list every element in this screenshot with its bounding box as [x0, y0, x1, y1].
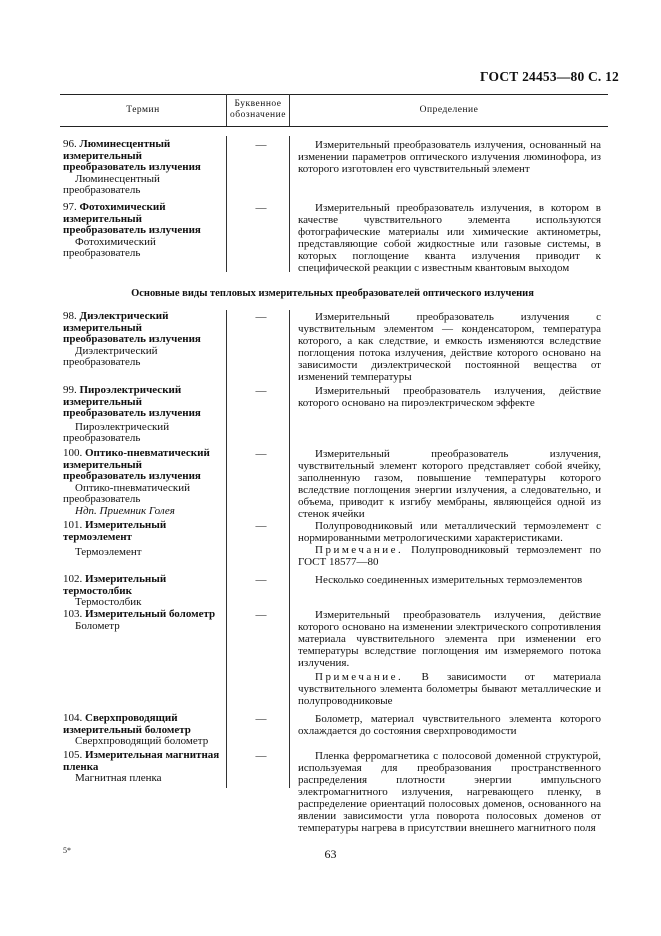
- letter-98: —: [255, 311, 267, 323]
- definition-104: [298, 713, 601, 737]
- term-96: [63, 139, 225, 197]
- term-title: Диэлектрический измерительный преобразователь излучения: [63, 310, 201, 346]
- page-number: 63: [324, 847, 337, 861]
- letter-96: —: [255, 139, 267, 151]
- definition-98: [298, 311, 601, 383]
- term-number: 100.: [63, 447, 83, 459]
- term-number: 103.: [63, 608, 83, 620]
- term-title: Пироэлектрический измерительный преобразователь излучения: [63, 384, 201, 420]
- term-97: [63, 202, 225, 260]
- term-number: 102.: [63, 573, 83, 585]
- term-title: Измерительная магнитная пленка: [63, 749, 220, 773]
- term-title: Измерительный термостолбик: [63, 573, 167, 597]
- term-deprecated: Ндп. Приемник Голея: [75, 504, 175, 517]
- body-divider-2b: [289, 310, 290, 788]
- term-number: 96.: [63, 138, 77, 150]
- term-title: Измерительный болометр: [85, 608, 216, 620]
- letter-100: —: [255, 448, 267, 460]
- term-short: Диэлектрический преобразователь: [63, 344, 158, 369]
- section-title: Основные виды тепловых измерительных преобразователей оптического излучения: [131, 288, 534, 299]
- definition-text: Измерительный преобразователь излучения, в котором в качестве чувствительного элемента используются фотографические материалы или химические актинометры, представляющие собой жидкостные или газовые системы, в которых поглощение кванта излучения приводит к специфической реакции с известным квантовым выходом: [298, 202, 601, 274]
- definition-text: Измерительный преобразователь излучения, действие которого основано на изменении электрического сопротивления материала чувствительного элемента при изменении его температуры вследствие поглощения им измеряемого потока излучения.: [298, 609, 601, 669]
- term-104: [63, 713, 225, 748]
- definition-99: [298, 385, 601, 409]
- term-title: Фотохимический измерительный преобразователь излучения: [63, 201, 201, 237]
- note-label: Примечание.: [315, 671, 404, 683]
- note-text: Полупроводниковый термоэлемент по ГОСТ 18577—80: [298, 544, 601, 568]
- term-short: Люминесцентный преобразователь: [63, 172, 160, 197]
- table-head-rule: [60, 126, 608, 127]
- letter-105: —: [255, 750, 267, 762]
- term-105: [63, 750, 225, 785]
- definition-text: Измерительный преобразователь излучения, чувствительный элемент которого представляет собой ячейку, заполненную газом, повышение температуры которого вследствие поглощения энергии излучения, а следовательно, и объема, приводит к изгибу мембраны, являющейся одной из стенок ячейки: [298, 448, 601, 520]
- term-short: Термостолбик: [75, 596, 142, 609]
- body-divider-2a: [289, 136, 290, 272]
- term-title: Оптико-пневматический измерительный преобразователь излучения: [63, 447, 210, 483]
- column-divider-1: [226, 94, 227, 126]
- definition-105: [298, 750, 601, 834]
- term-number: 99.: [63, 384, 77, 396]
- letter-104: —: [255, 713, 267, 725]
- page-header: ГОСТ 24453—80 С. 12: [480, 69, 619, 84]
- definition-103: [298, 609, 601, 707]
- term-short: Термоэлемент: [75, 546, 142, 559]
- term-short: Пироэлектрический преобразователь: [63, 420, 170, 445]
- definition-text: Болометр, материал чувствительного элемента которого охлаждается до состояния сверхпроводимости: [298, 713, 601, 737]
- term-98: [63, 311, 225, 369]
- term-number: 97.: [63, 201, 77, 213]
- term-short: Сверхпроводящий болометр: [75, 735, 209, 748]
- term-101: [63, 520, 225, 559]
- definition-text: Измерительный преобразователь излучения, основанный на изменении параметров оптического излучения люминофора, из которого изготовлен его чувствительный элемент: [298, 139, 601, 175]
- term-103: [63, 609, 225, 632]
- letter-97: —: [255, 202, 267, 214]
- term-number: 98.: [63, 310, 77, 322]
- term-title: Люминесцентный измерительный преобразователь излучения: [63, 138, 201, 174]
- definition-96: [298, 139, 601, 175]
- body-divider-1a: [226, 136, 227, 272]
- term-102: [63, 574, 225, 609]
- definition-102: [298, 574, 601, 586]
- letter-102: —: [255, 574, 267, 586]
- letter-103: —: [255, 609, 267, 621]
- term-number: 104.: [63, 712, 83, 724]
- column-header-letter: Буквенное обозначение: [230, 99, 286, 120]
- term-number: 101.: [63, 519, 83, 531]
- definition-97: [298, 202, 601, 274]
- table-top-rule: [60, 94, 608, 95]
- column-header-definition: Определение: [419, 105, 479, 115]
- term-short: Фотохимический преобразователь: [63, 235, 156, 260]
- note-label: Примечание.: [315, 544, 404, 556]
- footer-mark: 5*: [63, 846, 71, 855]
- letter-99: —: [255, 385, 267, 397]
- term-short: Магнитная пленка: [75, 772, 162, 785]
- note-text: В зависимости от материала чувствительного элемента болометры бывают металлические и полупроводниковые: [298, 671, 601, 707]
- term-100: [63, 448, 225, 518]
- body-divider-1b: [226, 310, 227, 788]
- term-number: 105.: [63, 749, 83, 761]
- column-header-term: Термин: [126, 105, 160, 115]
- term-title: Измерительный термоэлемент: [63, 519, 167, 543]
- term-short: Болометр: [75, 619, 120, 632]
- definition-text: Несколько соединенных измерительных термоэлементов: [315, 574, 583, 586]
- term-99: [63, 385, 225, 445]
- definition-100: [298, 448, 601, 520]
- definition-note: [298, 544, 601, 568]
- definition-note: [298, 671, 601, 707]
- definition-text: Полупроводниковый или металлический термоэлемент с нормированными метрологическими характеристиками.: [298, 520, 601, 544]
- definition-101: [298, 520, 601, 568]
- definition-text: Пленка ферромагнетика с полосовой доменной структурой, используемая для преобразования пространственного распределения плотности энергии импульсного электромагнитного излучения, нагревающего пленку, в распределение ориентаций полосовых доменов, основанного на явлении зависимости угла поворота полосовых доменов от температуры нагрева в присутствии внешнего магнитного поля: [298, 750, 601, 834]
- definition-text: Измерительный преобразователь излучения с чувствительным элементом — конденсатором, температура которого, а как следствие, и емкость изменяются вследствие поглощения потока излучения, действие которого основано на зависимости диэлектрической постоянной вещества от изменений температуры: [298, 311, 601, 383]
- term-short: Оптико-пневматический преобразователь: [63, 481, 191, 506]
- letter-101: —: [255, 520, 267, 532]
- definition-text: Измерительный преобразователь излучения, действие которого основано на пироэлектрическом эффекте: [298, 385, 601, 409]
- term-title: Сверхпроводящий измерительный болометр: [63, 712, 191, 736]
